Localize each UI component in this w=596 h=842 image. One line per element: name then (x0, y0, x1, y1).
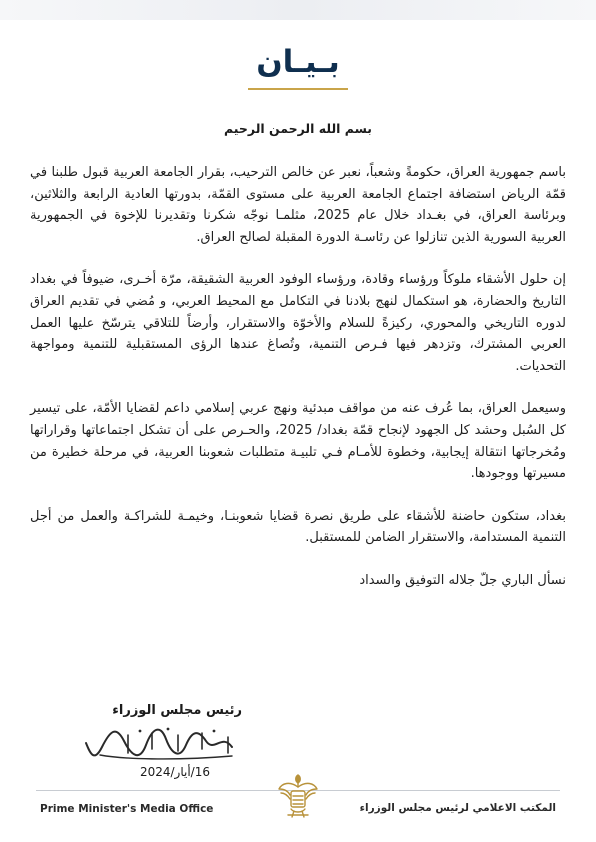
header-band (0, 0, 596, 20)
iraq-eagle-emblem-icon (276, 771, 320, 821)
statement-date: 16/أيار/2024 (139, 765, 210, 779)
footer-office-arabic: المكتب الاعلامي لرئيس مجلس الوزراء (359, 802, 556, 814)
basmala: بسم الله الرحمن الرحيم (224, 121, 372, 136)
closing-prayer: نسأل الباري جلّ جلاله التوفيق والسداد (359, 572, 566, 588)
statement-title: بـيـان (256, 44, 340, 80)
paragraph-1: باسم جمهورية العراق، حكومةً وشعباً، نعبر عن خالص الترحيب، بقرار الجامعة العربية قبول طلبنا في قمّة الرياض استضافة اجتماع الجامعة العربية على مستوى القمّة، بدورتها العادية الرابعة والثلاثين، وبرئاسة العراق، في بغـداد خلال عام 2025، مثلمـا نوجّه شكرنا وتقديرنا للإخوة في الجمهورية العربية السورية الذين تنازلوا عن رئاسـة الدورة المقبلة لصالح العراق. (30, 165, 566, 245)
signature-block (42, 703, 242, 779)
signatory-title: رئيس مجلس الوزراء (112, 703, 242, 718)
paragraph-2: إن حلول الأشقاء ملوكاً ورؤساء وقادة، ورؤساء الوفود العربية الشقيقة، مرّة أخـرى، ضيوفاً في بغداد التاريخ والحضارة، هو استكمال لنهج بلادنا في التكامل مع المحيط العربي، و مُضي في تقديم العراق لدوره التاريخي والمحوري، ركيزةً للسلام والأخوّة والاستقرار، وأرضاً للتلاقي يترسّخ عليها العمل العربي المشترك، وتزدهر فيها فـرص التنمية، وتُصاغ عندها الرؤى المستقبلية للتنمية ومواجهة التحديات. (30, 272, 566, 374)
paragraph-3: وسيعمل العراق، بما عُرف عنه من مواقف مبدئية ونهج عربي إسلامي داعم لقضايا الأمّة، على تيسير كل السُبل وحشد كل الجهود لإنجاح قمّة بغداد/ 2025، والحـرص على أن تشكل اجتماعاتها وقراراتها ومُخرجاتها انتقالة إيجابية، وخطوة للأمـام فـي تلبيـة متطلبات شعوبنا العربية، في مرحلة خطيرة من مسيرتها ووجودها. (30, 401, 566, 482)
footer-office-english: Prime Minister's Media Office (40, 803, 214, 815)
paragraph-4: بغداد، ستكون حاضنة للأشقاء على طريق نصرة قضايا شعوبنـا، وخيمـة للشراكـة والعمل من أجل التنمية المستدامة، والاستقرار الضامن للمستقبل. (30, 508, 566, 546)
statement-body (30, 162, 566, 592)
signature-calligraphy (82, 723, 242, 763)
title-underline (248, 88, 348, 90)
